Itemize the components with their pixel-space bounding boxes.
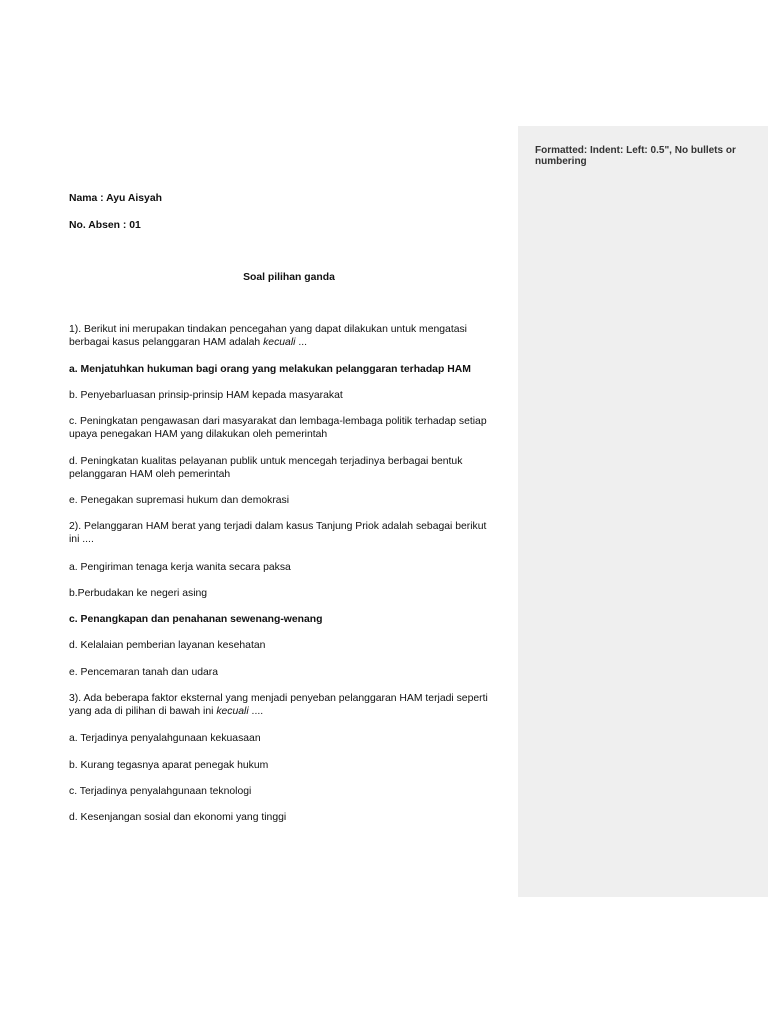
question-1-line2-suffix: ...	[295, 337, 308, 348]
question-3-option-c: c. Terjadinya penyalahgunaan teknologi	[69, 786, 252, 797]
question-2-stem	[69, 520, 509, 546]
question-3-italic: kecuali	[216, 706, 249, 717]
question-1-line1: 1). Berikut ini merupakan tindakan pencegahan yang dapat dilakukan untuk mengatasi	[69, 324, 467, 335]
question-1-line2-prefix: berbagai kasus pelanggaran HAM adalah	[69, 337, 264, 348]
name-line: Nama : Ayu Aisyah	[69, 193, 162, 204]
question-1-line2	[69, 336, 509, 349]
question-2-option-a: a. Pengiriman tenaga kerja wanita secara paksa	[69, 562, 291, 573]
question-3-line2-suffix: ....	[248, 706, 264, 717]
question-2-option-e: e. Pencemaran tanah dan udara	[69, 667, 219, 678]
question-1-option-e: e. Penegakan supremasi hukum dan demokrasi	[69, 495, 290, 506]
question-3-stem	[69, 692, 509, 718]
question-1-option-c-line1: c. Peningkatan pengawasan dari masyarakat dan lembaga-lembaga politik terhadap setiap	[69, 416, 487, 427]
question-2-line1: 2). Pelanggaran HAM berat yang terjadi dalam kasus Tanjung Priok adalah sebagai berikut	[69, 521, 487, 532]
question-3-line1: 3). Ada beberapa faktor eksternal yang menjadi penyeban pelanggaran HAM terjadi seperti	[69, 693, 488, 704]
absen-line: No. Absen : 01	[69, 220, 141, 231]
comment-sidebar	[518, 126, 768, 897]
question-3-option-a: a. Terjadinya penyalahgunaan kekuasaan	[69, 733, 261, 744]
question-2-option-b: b.Perbudakan ke negeri asing	[69, 588, 208, 599]
section-title: Soal pilihan ganda	[243, 272, 335, 283]
question-1-option-b: b. Penyebarluasan prinsip-prinsip HAM kepada masyarakat	[69, 390, 343, 401]
question-3-option-d: d. Kesenjangan sosial dan ekonomi yang tinggi	[69, 812, 287, 823]
question-1-option-c	[69, 415, 509, 441]
question-2-option-d: d. Kelalaian pemberian layanan kesehatan	[69, 640, 266, 651]
question-1-option-c-line2: upaya penegakan HAM yang dilakukan oleh pemerintah	[69, 429, 328, 440]
question-3-option-b: b. Kurang tegasnya aparat penegak hukum	[69, 760, 269, 771]
comment-title: Formatted: Indent: Left: 0.5", No bullets or numbering	[535, 145, 736, 167]
question-1-italic: kecuali	[263, 337, 296, 348]
question-1-stem	[69, 323, 509, 349]
question-2-option-c: c. Penangkapan dan penahanan sewenang-wenang	[69, 614, 323, 625]
question-1-option-a: a. Menjatuhkan hukuman bagi orang yang melakukan pelanggaran terhadap HAM	[69, 364, 471, 375]
question-2-line2: ini ....	[69, 534, 94, 545]
question-3-line2-prefix: yang ada di pilihan di bawah ini	[69, 706, 217, 717]
question-1-option-d-line2: pelanggaran HAM oleh pemerintah	[69, 469, 231, 480]
question-1-option-d	[69, 455, 509, 481]
question-1-option-d-line1: d. Peningkatan kualitas pelayanan publik untuk mencegah terjadinya berbagai bentuk	[69, 456, 463, 467]
question-3-line2	[69, 705, 509, 718]
